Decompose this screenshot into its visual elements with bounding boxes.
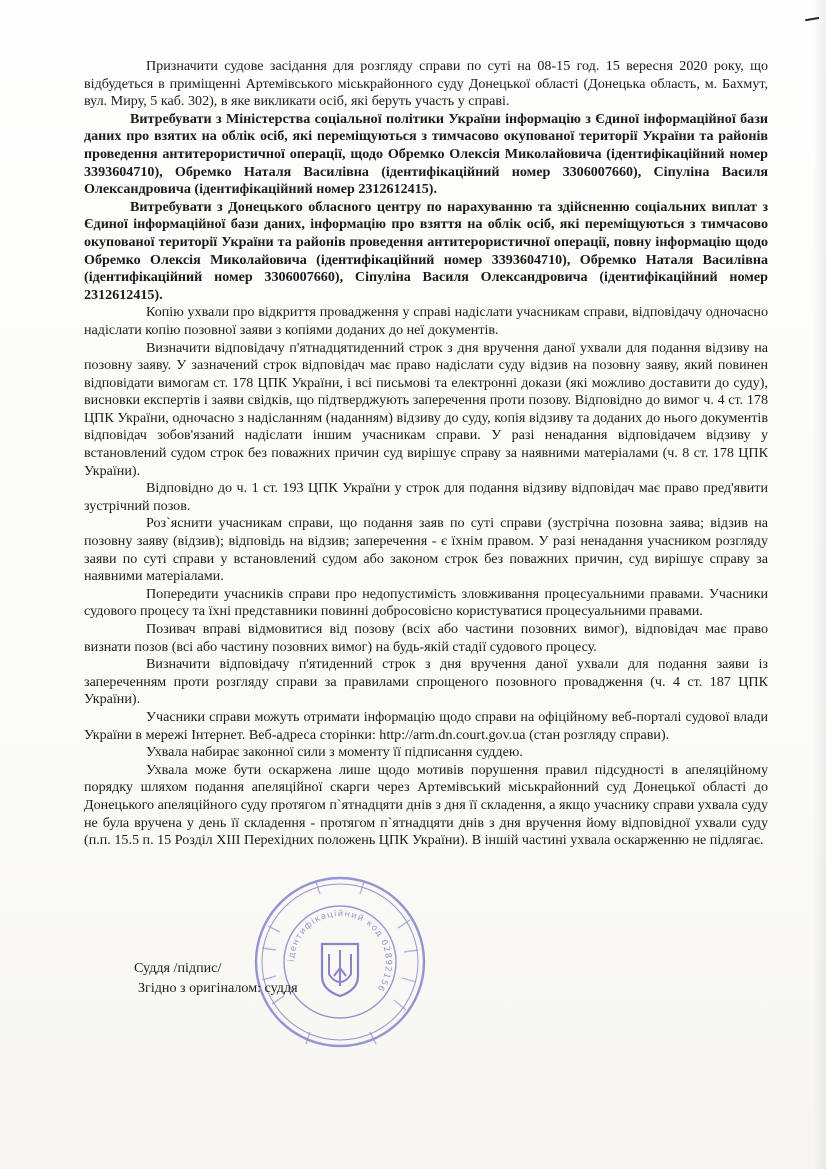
ruling-text <box>84 58 768 850</box>
paragraph-counterclaim: Відповідно до ч. 1 ст. 193 ЦПК України у строк для подання відзиву відповідач має право пред'явити зустрічний позов. <box>84 480 768 514</box>
signature-block <box>134 958 298 998</box>
paragraph-request-ministry: Витребувати з Міністерства соціальної політики України інформацію з Єдиної інформаційної бази даних про взятих на облік осіб, які переміщуються з тимчасово окупованої території України та районів проведення антитерористичної операції, щодо Обремко Олексія Миколайовича (ідентифікаційний номер 3393604710), Обремко Наталя Василівна (ідентифікаційний номер 3306007660), Сіпуліна Василя Олександровича (ідентифікаційний номер 2312612415). <box>84 110 768 198</box>
paragraph-appeal: Ухвала може бути оскаржена лише щодо мотивів порушення правил підсудності в апеляційному порядку шляхом подання апеляційної скарги через Артемівський міськрайонний суд Донецької області до Донецького апеляційного суду протягом п`ятнадцяти днів з дня її складення, а якщо учаснику справи ухвала суду не була вручена у день її складення - протягом п`ятнадцяти днів з дня вручення йому відповідної ухвали суду (п.п. 15.5 п. 15 Розділ XIII Перехідних положень ЦПК України). В іншій частині ухвала оскарженню не підлягає. <box>84 761 768 849</box>
paragraph-request-regional-center: Витребувати з Донецького обласного центру по нарахуванню та здійсненню соціальних виплат з Єдиної інформаційної бази даних, інформацію про взяття на облік осіб, які переміщуються з тимчасово окупованої території України та районів проведення антитерористичної операції, повну інформацію щодо Обремко Олексія Миколайовича (ідентифікаційний номер 3393604710), Обремко Наталя Василівна (ідентифікаційний номер 3306007660), Сіпуліна Василя Олександровича (ідентифікаційний номер 2312612415). <box>84 198 768 303</box>
stamp-code-text: ідентифікаційний код 02892156 <box>286 908 394 994</box>
paragraph-hearing-date: Призначити судове засідання для розгляду справи по суті на 08-15 год. 15 вересня 2020 року, що відбудеться в приміщенні Артемівського міськрайонного суду Донецької області (Донецька область, м. Бахмут, вул. Миру, 5 каб. 302), в яке викликати осіб, які беруть участь у справі. <box>84 58 768 110</box>
scan-edge-shadow <box>812 0 826 1169</box>
paragraph-objection-deadline: Визначити відповідачу п'ятиденний строк з дня вручення даної ухвали для подання заяви із запереченням проти розгляду справи за правилами спрощеного позовного провадження (ч. 4 ст. 187 ЦПК України). <box>84 656 768 708</box>
paragraph-warn-abuse: Попередити учасників справи про недопустимість зловживання процесуальними правами. Учасники судового процесу та їхні представники повинні добросовісно користуватися процесуальними правами. <box>84 585 768 620</box>
copy-certification-line: Згідно з оригіналом: суддя <box>138 980 298 996</box>
trident-emblem-icon <box>322 944 358 996</box>
judge-signature-line: Суддя /підпис/ <box>134 960 222 976</box>
paragraph-withdraw-claim: Позивач вправі відмовитися від позову (всіх або частини позовних вимог), відповідач має право визнати позов (всі або частину позовних вимог) на будь-якій стадії судового процесу. <box>84 621 768 655</box>
paragraph-response-deadline: Визначити відповідачу п'ятнадцятиденний строк з дня вручення даної ухвали для подання відзиву на позовну заяву. У зазначений строк відповідач має право надіслати суду відзив на позовну заяву, який повинен відповідати вимогам ст. 178 ЦПК України, і всі письмові та електронні докази (які можливо доставити до суду), висновки експертів і заяви свідків, що підтверджують заперечення проти позову. Відповідно до вимог ч. 4 ст. 178 ЦПК України, одночасно з надісланням (наданням) відзиву до суду, копія відзиву та доданих до нього документів відповідач зобов'язаний надіслати іншим учасникам справи. У разі ненадання відповідачем відзиву у встановлений судом строк без поважних причин суд вирішує справу за наявними матеріалами (ч. 8 ст. 178 ЦПК України). <box>84 339 768 479</box>
paragraph-send-copies: Копію ухвали про відкриття провадження у справі надіслати учасникам справи, відповідачу одночасно надіслати копію позовної заяви з копіями доданих до неї документів. <box>84 304 768 338</box>
paragraph-web-portal: Учасники справи можуть отримати інформацію щодо справи на офіційному веб-порталі судової влади України в мережі Інтернет. Веб-адреса сторінки: http://arm.dn.court.gov.ua (стан розгляду справи). <box>84 708 768 743</box>
paragraph-legal-force: Ухвала набирає законної сили з моменту її підписання суддею. <box>146 744 523 761</box>
paragraph-explain-rights: Роз`яснити учасникам справи, що подання заяв по суті справи (зустрічна позовна заява; відзив на позовну заяву (відзив); відповідь на відзив; заперечення - є їхнім правом. У разі ненадання учасником розгляду заяви по суті справи у встановлений судом або законом строк без поважних причин, суд вирішує справу за наявними матеріалами. <box>84 515 768 585</box>
corner-pen-mark <box>805 17 821 31</box>
